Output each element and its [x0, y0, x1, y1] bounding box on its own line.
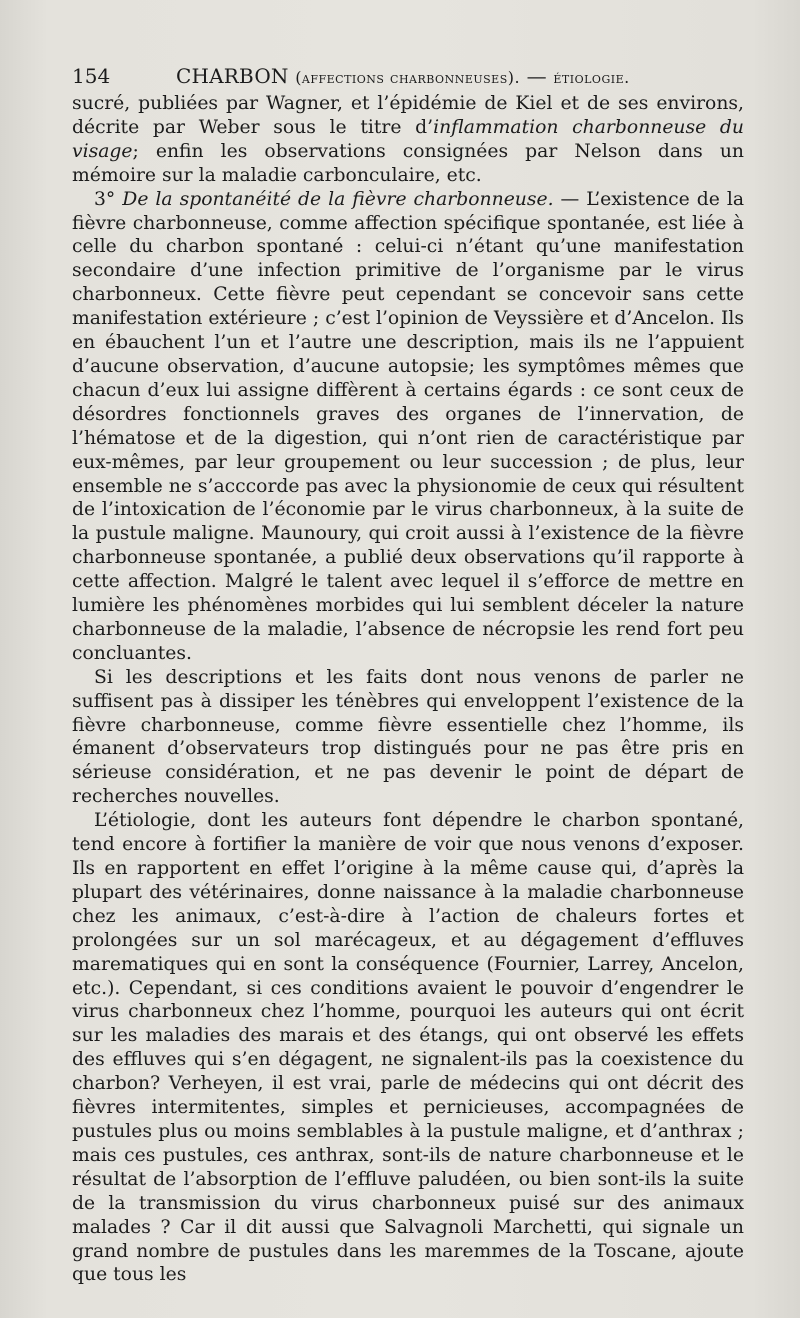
- paragraph: L’étiologie, dont les auteurs font dépendre le charbon spontané, tend encore à fortifier la manière de voir que nous venons d’exposer. Ils en rapportent en effet l’origine à la même cause qui, d’après la plupart des vétérinaires, donne naissance à la maladie charbonneuse chez les animaux, c’est-à-dire à l’action de chaleurs fortes et prolongées sur un sol marécageux, et au dégagement d’effluves marematiques qui en sont la conséquence (Fournier, Larrey, Ancelon, etc.). Cependant, si ces conditions avaient le pouvoir d’engendrer le virus charbonneux chez l’homme, pourquoi les auteurs qui ont écrit sur les maladies des marais et des étangs, qui ont observé les effets des effluves qui s’en dégagent, ne signalent-ils pas la coexistence du charbon? Verheyen, il est vrai, parle de médecins qui ont décrit des fièvres intermitentes, simples et pernicieuses, accompagnées de pustules plus ou moins semblables à la pustule maligne, et d’anthrax ; mais ces pustules, ces anthrax, sont-ils de nature charbonneuse et le résultat de l’absorption de l’effluve paludéen, ou bien sont-ils la suite de la transmission du virus charbonneux puisé sur des animaux malades ? Car il dit aussi que Salvagnoli Marchetti, qui signale un grand nombre de pustules dans les maremmes de la Toscane, ajoute que tous les: [72, 810, 744, 1286]
- paragraph-text: sucré, publiées par Wagner, et l’épidémie de Kiel et de ses environs, décrite par Weber sous le titre d’: [72, 93, 744, 138]
- paragraph: Si les descriptions et les faits dont nous venons de parler ne suffisent pas à dissiper les ténèbres qui enveloppent l’existence de la fièvre charbonneuse, comme fièvre essentielle chez l’homme, ils émanent d’observateurs trop distingués pour ne pas être pris en sérieuse considération, et ne pas devenir le point de départ de recherches nouvelles.: [72, 666, 744, 808]
- header-dash: —: [520, 64, 554, 88]
- header-subtitle: (affections charbonneuses).: [295, 68, 521, 87]
- italic-term: inflammation charbonneuse du visage: [72, 116, 744, 162]
- paragraph-continuation: [72, 92, 744, 188]
- paragraph-text: — L’existence de la fièvre charbonneuse, comme affection spécifique spontanée, est liée à celle du charbon spontané : celui-ci n’étant qu’une manifestation secondaire d’une infection primitive de l’organisme par le virus charbonneux. Cette fièvre peut cependant se concevoir sans cette manifestation extérieure ; c’est l’opinion de Veyssière et d’Ancelon. Ils en ébauchent l’un et l’autre une description, mais ils ne l’appuient d’aucune observation, d’aucune autopsie; les symptômes mêmes que chacun d’eux lui assigne diffèrent à certains égards : ce sont ceux de désordres fonctionnels graves des organes de l’innervation, de l’hématose et de la digestion, qui n’ont rien de caractéristique par eux-mêmes, par leur groupement ou leur succession ; de plus, leur ensemble ne s’acccorde pas avec la physionomie de ceux qui résultent de l’intoxication de l’économie par le virus charbonneux, à la suite de la pustule maligne. Maunoury, qui croit aussi à l’existence de la fièvre charbonneuse spontanée, a publié deux observations qu’il rapporte à cette affection. Malgré le talent avec lequel il s’efforce de mettre en lumière les phénomènes morbides qui lui semblent déceler la nature charbonneuse de la maladie, l’absence de nécropsie les rend fort peu concluantes.: [72, 188, 745, 664]
- running-title: [176, 60, 630, 94]
- paragraph-text: ; enfin les observations consignées par Nelson dans un mémoire sur la maladie carbonculaire, etc.: [72, 140, 744, 186]
- page-body: [72, 92, 744, 1287]
- header-section: étiologie.: [553, 68, 630, 87]
- running-header: [72, 60, 744, 92]
- header-title: CHARBON: [176, 64, 289, 88]
- section-number: 3°: [94, 188, 123, 210]
- paragraph-section-3: [72, 188, 744, 666]
- section-heading: De la spontanéité de la fièvre charbonneuse.: [122, 188, 554, 210]
- page-number: 154: [72, 64, 111, 88]
